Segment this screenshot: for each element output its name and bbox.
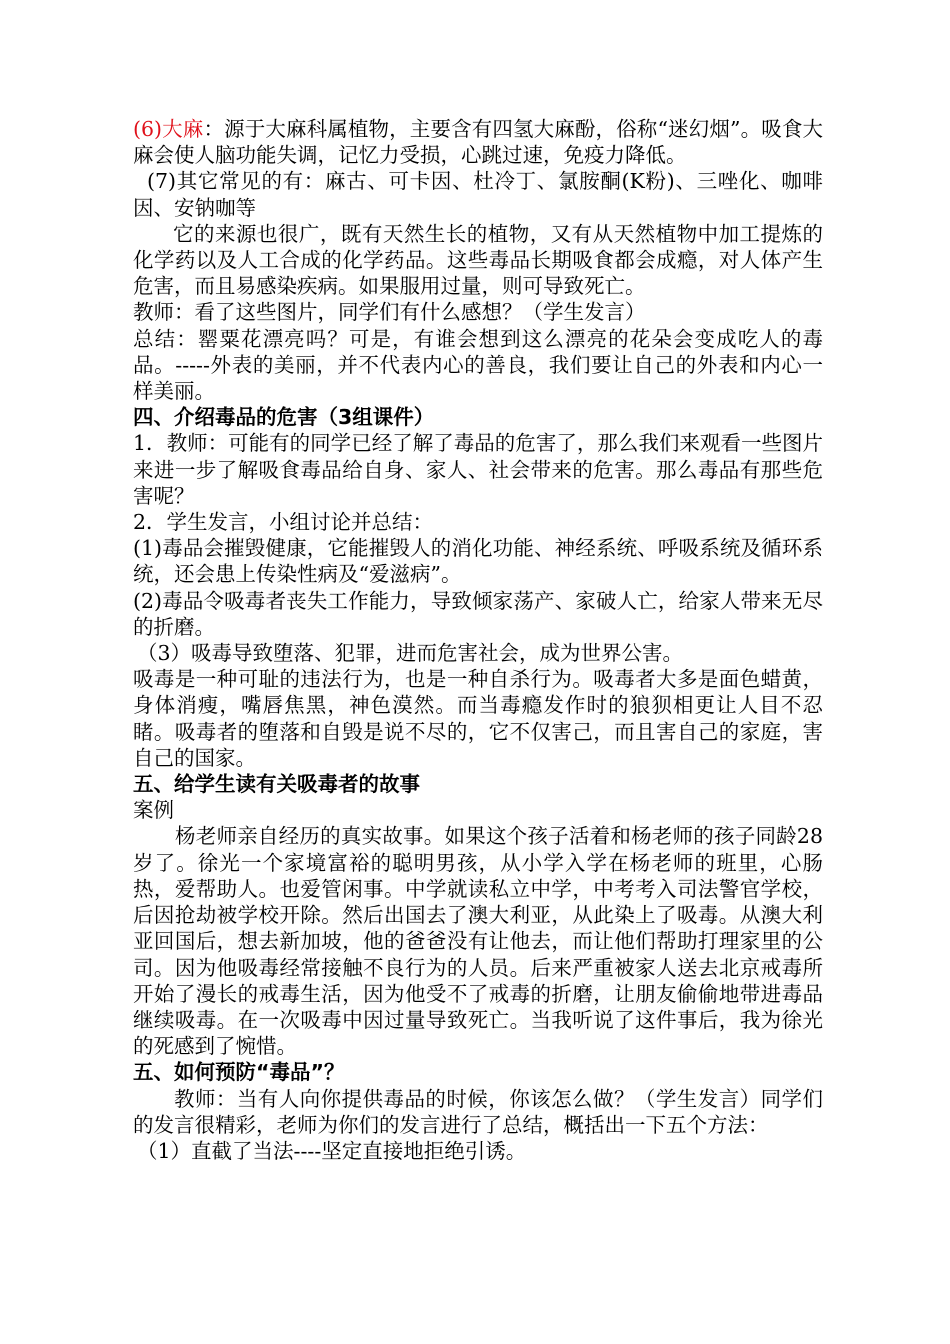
paragraph-harm-3: （3）吸毒导致堕落、犯罪，进而危害社会，成为世界公害。	[137, 641, 684, 666]
paragraph-step-2: 2．学生发言，小组讨论并总结：	[133, 510, 434, 535]
heading-section-4: 四、介绍毒品的危害（3组课件）	[133, 405, 435, 430]
paragraph-sources: 它的来源也很广，既有天然生长的植物，又有从天然植物中加工提炼的化学药以及人工合成的化学药品。这些毒品长期吸食都会成瘾，对人体产生危害，而且易感染疾病。如果服用过量，则可导致死亡。	[133, 221, 823, 299]
paragraph-case-label: 案例	[133, 798, 174, 823]
paragraph-teacher-question: 教师：看了这些图片，同学们有什么感想？（学生发言）	[133, 300, 646, 325]
paragraph-harm-1: (1)毒品会摧毁健康，它能摧毁人的消化功能、神经系统、呼吸系统及循环系统，还会患上传染性病及“爱滋病”。	[133, 536, 823, 587]
paragraph-method-1: （1）直截了当法----坚定直接地拒绝引诱。	[137, 1138, 527, 1163]
marijuana-label: (6)大麻	[133, 117, 204, 141]
heading-section-5-prevention: 五、如何预防“毒品”？	[133, 1060, 345, 1085]
paragraph-other-drugs: (7)其它常见的有：麻古、可卡因、杜冷丁、氯胺酮(K粉)、三唑化、咖啡因、安钠咖等	[133, 169, 823, 220]
marijuana-text: ：源于大麻科属植物，主要含有四氢大麻酚，俗称“迷幻烟”。吸食大麻会使人脑功能失调，记忆力受损，心跳过速，免疫力降低。	[133, 117, 823, 168]
heading-section-5-story: 五、给学生读有关吸毒者的故事	[133, 772, 420, 797]
paragraph-summary: 总结：罂粟花漂亮吗？可是，有谁会想到这么漂亮的花朵会变成吃人的毒品。-----外表的美丽，并不代表内心的善良，我们要让自己的外表和内心一样美丽。	[133, 326, 823, 404]
paragraph-step-1: 1．教师：可能有的同学已经了解了毒品的危害了，那么我们来观看一些图片来进一步了解吸食毒品给自身、家人、社会带来的危害。那么毒品有那些危害呢？	[133, 431, 823, 508]
paragraph-harm-2: (2)毒品令吸毒者丧失工作能力，导致倾家荡产、家破人亡，给家人带来无尽的折磨。	[133, 588, 823, 639]
paragraph-marijuana	[133, 116, 823, 168]
paragraph-case-story: 杨老师亲自经历的真实故事。如果这个孩子活着和杨老师的孩子同龄28岁了。徐光一个家境富裕的聪明男孩，从小学入学在杨老师的班里，心肠热，爱帮助人。也爱管闲事。中学就读私立中学，中考考入司法警官学校，后因抢劫被学校开除。然后出国去了澳大利亚，从此染上了吸毒。从澳大利亚回国后，想去新加坡，他的爸爸没有让他去，而让他们帮助打理家里的公司。因为他吸毒经常接触不良行为的人员。后来严重被家人送去北京戒毒所开始了漫长的戒毒生活，因为他受不了戒毒的折磨，让朋友偷偷地带进毒品继续吸毒。在一次吸毒中因过量导致死亡。当我听说了这件事后，我为徐光的死感到了惋惜。	[133, 824, 823, 1059]
document-page	[133, 116, 823, 1164]
paragraph-teacher-prevention: 教师：当有人向你提供毒品的时候，你该怎么做？（学生发言）同学们的发言很精彩，老师为你们的发言进行了总结，概括出一下五个方法：	[133, 1086, 823, 1137]
paragraph-drug-abuse: 吸毒是一种可耻的违法行为，也是一种自杀行为。吸毒者大多是面色蜡黄，身体消瘦，嘴唇焦黑，神色漠然。而当毒瘾发作时的狼狈相更让人目不忍睹。吸毒者的堕落和自毁是说不尽的，它不仅害己，而且害自己的家庭，害自己的国家。	[133, 667, 823, 770]
